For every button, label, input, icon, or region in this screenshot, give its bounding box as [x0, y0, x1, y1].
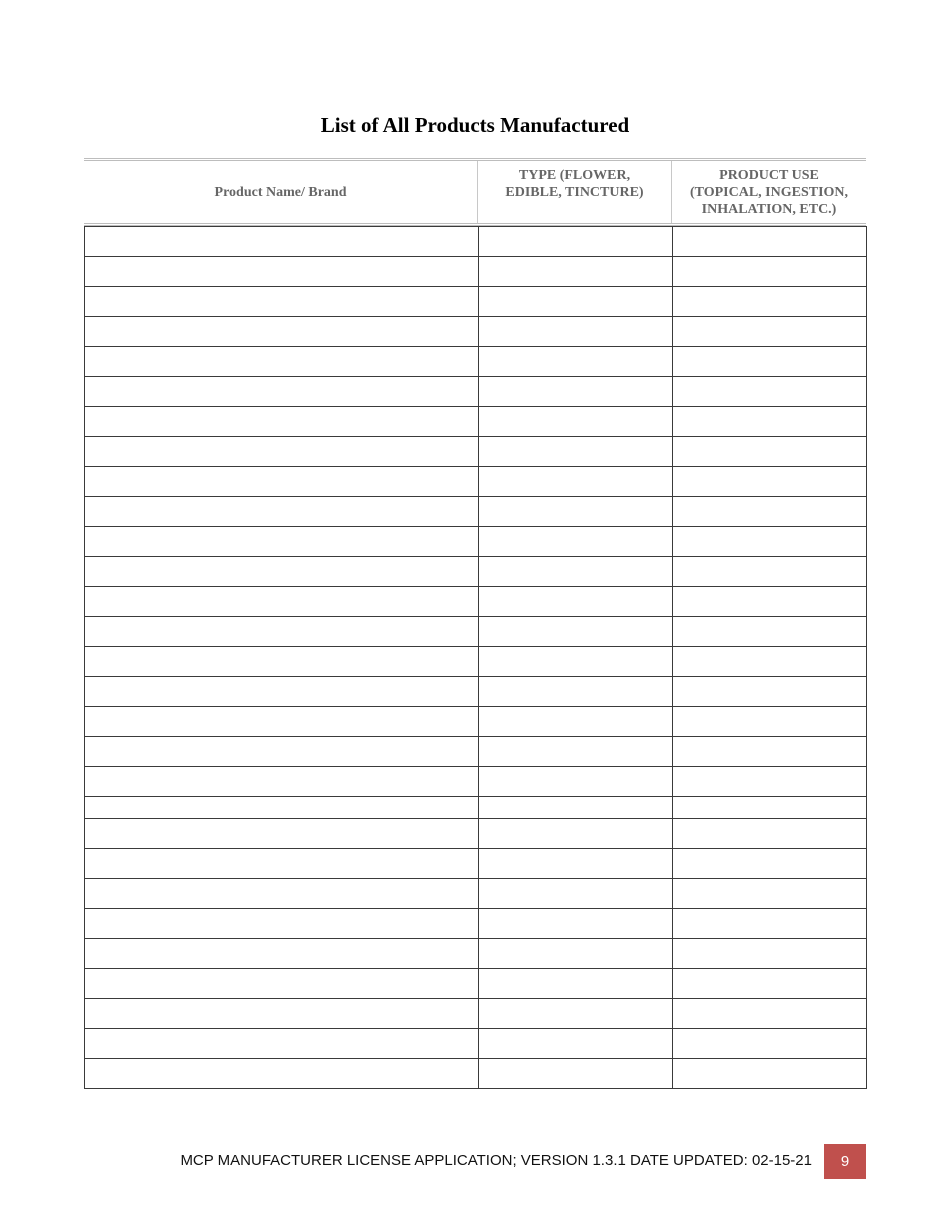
cell-product-name[interactable]: [85, 677, 479, 707]
table-row: [85, 467, 867, 497]
table-row: [85, 347, 867, 377]
table-row: [85, 1029, 867, 1059]
table-row: [85, 527, 867, 557]
cell-type[interactable]: [479, 467, 673, 497]
cell-product-use[interactable]: [673, 287, 867, 317]
table-row: [85, 819, 867, 849]
cell-product-use[interactable]: [673, 377, 867, 407]
cell-product-name[interactable]: [85, 467, 479, 497]
cell-product-use[interactable]: [673, 407, 867, 437]
cell-type[interactable]: [479, 497, 673, 527]
cell-type[interactable]: [479, 999, 673, 1029]
cell-product-use[interactable]: [673, 347, 867, 377]
page-title: List of All Products Manufactured: [320, 113, 630, 137]
cell-product-use[interactable]: [673, 467, 867, 497]
cell-type[interactable]: [479, 377, 673, 407]
cell-product-use[interactable]: [673, 647, 867, 677]
cell-type[interactable]: [479, 227, 673, 257]
table-row: [85, 377, 867, 407]
table-row: [85, 227, 867, 257]
table-header: [84, 158, 866, 226]
cell-type[interactable]: [479, 557, 673, 587]
cell-type[interactable]: [479, 707, 673, 737]
cell-product-name[interactable]: [85, 407, 479, 437]
cell-product-use[interactable]: [673, 939, 867, 969]
cell-product-name[interactable]: [85, 647, 479, 677]
cell-product-name[interactable]: [85, 257, 479, 287]
cell-product-use[interactable]: [673, 969, 867, 999]
cell-product-name[interactable]: [85, 999, 479, 1029]
table-row: [85, 969, 867, 999]
cell-product-use[interactable]: [673, 557, 867, 587]
cell-product-use[interactable]: [673, 707, 867, 737]
column-header-type: TYPE (FLOWER, EDIBLE, TINCTURE): [478, 161, 672, 223]
cell-product-use[interactable]: [673, 737, 867, 767]
table-row: [85, 437, 867, 467]
cell-type[interactable]: [479, 767, 673, 797]
cell-product-use[interactable]: [673, 1059, 867, 1089]
cell-product-name[interactable]: [85, 939, 479, 969]
table-row: [85, 677, 867, 707]
cell-type[interactable]: [479, 939, 673, 969]
cell-type[interactable]: [479, 797, 673, 819]
cell-product-use[interactable]: [673, 227, 867, 257]
cell-product-use[interactable]: [673, 677, 867, 707]
cell-product-name[interactable]: [85, 819, 479, 849]
cell-product-name[interactable]: [85, 1029, 479, 1059]
table-row: [85, 737, 867, 767]
cell-product-use[interactable]: [673, 1029, 867, 1059]
table-row: [85, 707, 867, 737]
cell-product-use[interactable]: [673, 909, 867, 939]
cell-product-name[interactable]: [85, 909, 479, 939]
cell-type[interactable]: [479, 287, 673, 317]
cell-product-name[interactable]: [85, 969, 479, 999]
cell-type[interactable]: [479, 849, 673, 879]
table-row: [85, 647, 867, 677]
cell-product-use[interactable]: [673, 317, 867, 347]
cell-type[interactable]: [479, 1059, 673, 1089]
cell-type[interactable]: [479, 587, 673, 617]
table-row: [85, 317, 867, 347]
products-table-body: [85, 227, 867, 1089]
cell-product-use[interactable]: [673, 767, 867, 797]
table-row: [85, 797, 867, 819]
cell-product-use[interactable]: [673, 257, 867, 287]
cell-product-name[interactable]: [85, 617, 479, 647]
cell-product-use[interactable]: [673, 849, 867, 879]
table-row: [85, 407, 867, 437]
cell-type[interactable]: [479, 347, 673, 377]
cell-type[interactable]: [479, 647, 673, 677]
table-row: [85, 497, 867, 527]
cell-product-name[interactable]: [85, 707, 479, 737]
cell-product-use[interactable]: [673, 437, 867, 467]
cell-type[interactable]: [479, 407, 673, 437]
cell-product-name[interactable]: [85, 437, 479, 467]
table-row: [85, 909, 867, 939]
cell-product-name[interactable]: [85, 849, 479, 879]
cell-type[interactable]: [479, 819, 673, 849]
table-row: [85, 1059, 867, 1089]
cell-type[interactable]: [479, 879, 673, 909]
table-row: [85, 257, 867, 287]
cell-product-use[interactable]: [673, 527, 867, 557]
cell-product-name[interactable]: [85, 317, 479, 347]
products-table: [84, 226, 867, 1089]
cell-type[interactable]: [479, 317, 673, 347]
cell-type[interactable]: [479, 909, 673, 939]
cell-product-use[interactable]: [673, 819, 867, 849]
cell-product-name[interactable]: [85, 797, 479, 819]
cell-type[interactable]: [479, 437, 673, 467]
column-header-product-use: PRODUCT USE (TOPICAL, INGESTION, INHALATION, ETC.): [689, 167, 849, 217]
cell-type[interactable]: [479, 677, 673, 707]
table-row: [85, 879, 867, 909]
cell-product-name[interactable]: [85, 227, 479, 257]
table-row: [85, 767, 867, 797]
cell-product-use[interactable]: [673, 497, 867, 527]
cell-type[interactable]: [479, 617, 673, 647]
column-header-product-name: Product Name/ Brand: [84, 161, 478, 223]
page-number-badge: 9: [824, 1144, 866, 1179]
table-row: [85, 287, 867, 317]
cell-product-name[interactable]: [85, 527, 479, 557]
table-row: [85, 587, 867, 617]
cell-type[interactable]: [479, 969, 673, 999]
cell-type[interactable]: [479, 1029, 673, 1059]
cell-type[interactable]: [479, 257, 673, 287]
table-row: [85, 557, 867, 587]
table-row: [85, 999, 867, 1029]
cell-product-name[interactable]: [85, 879, 479, 909]
cell-product-name[interactable]: [85, 347, 479, 377]
cell-product-name[interactable]: [85, 287, 479, 317]
cell-product-use[interactable]: [673, 617, 867, 647]
table-row: [85, 849, 867, 879]
table-row: [85, 939, 867, 969]
cell-product-name[interactable]: [85, 587, 479, 617]
cell-product-name[interactable]: [85, 737, 479, 767]
cell-product-name[interactable]: [85, 767, 479, 797]
footer-version-text: MCP MANUFACTURER LICENSE APPLICATION; VERSION 1.3.1 DATE UPDATED: 02-15-21: [180, 1152, 812, 1169]
cell-product-use[interactable]: [673, 587, 867, 617]
cell-product-use[interactable]: [673, 797, 867, 819]
cell-product-name[interactable]: [85, 497, 479, 527]
cell-product-name[interactable]: [85, 557, 479, 587]
cell-type[interactable]: [479, 737, 673, 767]
cell-product-name[interactable]: [85, 377, 479, 407]
table-row: [85, 617, 867, 647]
cell-product-use[interactable]: [673, 879, 867, 909]
cell-product-use[interactable]: [673, 999, 867, 1029]
cell-type[interactable]: [479, 527, 673, 557]
cell-product-name[interactable]: [85, 1059, 479, 1089]
